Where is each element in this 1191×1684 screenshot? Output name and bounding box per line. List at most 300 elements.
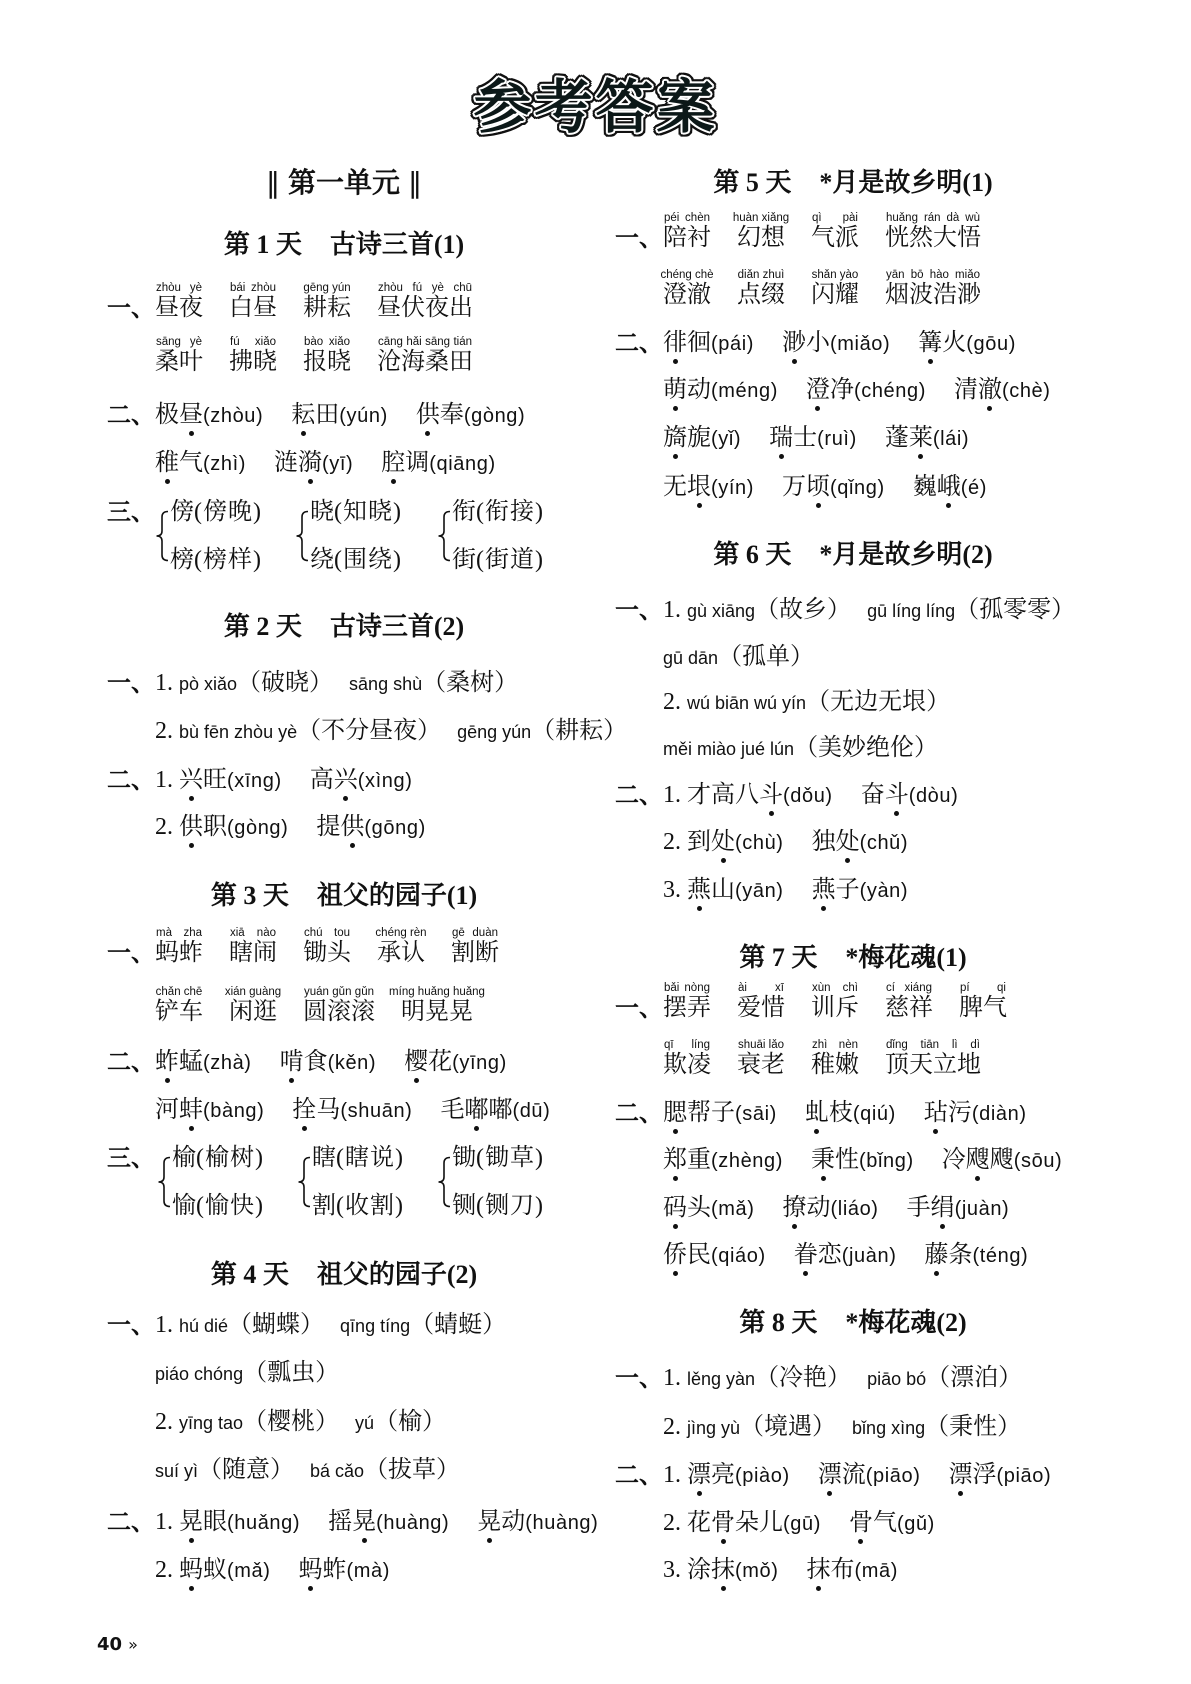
answer-item — [924, 1098, 1027, 1131]
word — [316, 814, 364, 840]
answer-item — [155, 448, 246, 481]
group-top — [170, 497, 262, 527]
pinyin: gū dān — [663, 648, 719, 668]
answer-item — [783, 1193, 879, 1226]
word: (傍晚) — [194, 499, 262, 525]
pinyin-annotation: gē duàn — [452, 927, 498, 939]
answer-item — [687, 687, 950, 720]
answer-item — [179, 716, 441, 749]
emphasized-char: 漂 — [687, 1462, 711, 1488]
word — [687, 877, 735, 903]
word-suffix: 性 — [835, 1147, 860, 1173]
pinyin-annotation: chú tou — [304, 927, 350, 939]
answer-item — [924, 1240, 1028, 1273]
pinyin-answer: (liáo) — [830, 1198, 879, 1220]
emphasized-char: 郑 — [663, 1147, 687, 1173]
word-prefix: 蓬 — [884, 425, 909, 451]
word — [663, 1242, 711, 1268]
word — [663, 330, 711, 356]
pinyin: suí yì — [155, 1461, 199, 1481]
emphasized-char: 瑞 — [769, 425, 794, 451]
pinyin: gù xiāng — [687, 601, 756, 621]
ruby-word — [155, 281, 203, 321]
question-label: 二、 — [107, 1508, 155, 1536]
group-bottom — [172, 1191, 264, 1221]
pinyin-answer: (xīng) — [227, 770, 282, 792]
char: 衔 — [452, 499, 476, 525]
hanzi-answer: （桑树） — [422, 670, 519, 696]
answer-item — [457, 716, 627, 749]
line-content — [155, 1407, 446, 1440]
word — [179, 814, 227, 840]
ruby-word — [811, 1038, 859, 1078]
word-suffix: 气 — [179, 450, 203, 476]
emphasized-char: 供 — [415, 402, 440, 428]
answer-item — [663, 1145, 783, 1178]
answer-items — [663, 1240, 1028, 1273]
emphasized-char: 斗 — [884, 782, 909, 808]
line-content — [663, 733, 938, 766]
pinyin-answer: (chéng) — [853, 380, 926, 402]
word — [291, 402, 339, 428]
lesson-title: *梅花魂(2) — [845, 1308, 967, 1337]
answer-item — [687, 595, 851, 628]
answer-item — [867, 1363, 1022, 1396]
pinyin-annotation: gēng yún — [303, 282, 351, 294]
pinyin-answer: (téng) — [972, 1245, 1029, 1267]
answer-items — [663, 1098, 1027, 1131]
word — [948, 1462, 996, 1488]
word-prefix: 高 — [309, 767, 334, 793]
answer-item — [782, 472, 885, 505]
hanzi-answer: （无边无垠） — [806, 689, 951, 715]
word-suffix: 重 — [687, 1147, 711, 1173]
item-number: 2. — [155, 1409, 173, 1435]
line-content — [155, 1555, 390, 1588]
answer-items — [687, 1555, 898, 1588]
char-group — [157, 1143, 297, 1223]
pinyin-annotation: cí xiáng — [886, 982, 932, 994]
answer-item — [179, 1507, 300, 1540]
line-content — [663, 1098, 1027, 1131]
lesson-title: *月是故乡明(1) — [819, 168, 993, 197]
item-number: 1. — [155, 1312, 173, 1338]
line-content — [155, 1455, 460, 1488]
char-group — [437, 1143, 577, 1223]
day-heading — [615, 165, 1091, 201]
emphasized-char: 供 — [340, 814, 365, 840]
emphasized-char: 啃 — [279, 1049, 304, 1075]
answer-item — [291, 400, 388, 433]
pinyin-answer: (qiáo) — [711, 1245, 766, 1267]
emphasized-char: 晃 — [352, 1509, 377, 1535]
hanzi-word: 承认 — [377, 940, 425, 966]
answer-item — [812, 875, 909, 908]
pinyin-answer: (piāo) — [996, 1465, 1052, 1487]
pinyin-answer: (dòu) — [908, 785, 959, 807]
word — [913, 474, 961, 500]
ruby-word — [155, 335, 203, 375]
question-label: 一、 — [107, 294, 155, 322]
char: 街 — [452, 547, 476, 573]
emphasized-char: 蚱 — [155, 1049, 179, 1075]
line-content — [155, 448, 496, 481]
answer-item — [179, 1310, 324, 1343]
lesson-title: 祖父的园子(1) — [316, 881, 478, 910]
answer-items — [663, 733, 938, 766]
item-number: 2. — [663, 829, 681, 855]
emphasized-char: 处 — [711, 829, 735, 855]
answer-items — [663, 328, 1016, 361]
pinyin-answer: (gǔ) — [896, 1513, 935, 1535]
emphasized-char: 蚂 — [298, 1557, 323, 1583]
ruby-word — [959, 981, 1007, 1021]
word-suffix: 动 — [806, 1195, 831, 1221]
answer-item — [687, 875, 784, 908]
answer-item — [404, 1047, 507, 1080]
line-content — [155, 668, 518, 701]
hanzi-word: 爱惜 — [737, 995, 785, 1021]
char: 傍 — [170, 499, 194, 525]
pinyin-annotation: bái zhòu — [230, 282, 276, 294]
word: (街道) — [476, 547, 544, 573]
word-suffix: 徊 — [687, 330, 711, 356]
pinyin-annotation: péi chèn — [664, 212, 710, 224]
brace-icon — [297, 1156, 311, 1208]
question-label: 一、 — [107, 939, 155, 967]
answer-items — [155, 1047, 507, 1080]
emphasized-char: 萌 — [663, 377, 687, 403]
question-label: 二、 — [615, 1461, 663, 1489]
ruby-word — [663, 981, 711, 1021]
group-top — [312, 1143, 404, 1173]
word-suffix: 动 — [501, 1509, 526, 1535]
answer-item — [663, 1193, 755, 1226]
hanzi-word: 拂晓 — [229, 349, 277, 375]
hanzi-word: 闪耀 — [811, 282, 859, 308]
pinyin-answer: (mǒ) — [735, 1560, 779, 1582]
char-group — [295, 497, 435, 577]
word-suffix: 动 — [687, 377, 711, 403]
ruby-words — [155, 926, 499, 966]
word — [179, 1509, 227, 1535]
emphasized-char: 晃 — [179, 1509, 203, 1535]
word-prefix: 提 — [316, 814, 341, 840]
pinyin-answer: (juàn) — [954, 1198, 1010, 1220]
emphasized-char: 莱 — [908, 425, 933, 451]
hanzi-word: 幻想 — [737, 225, 785, 251]
word — [416, 402, 464, 428]
day-heading — [615, 1305, 1091, 1341]
hanzi-word: 桑叶 — [155, 349, 203, 375]
lesson-title: *梅花魂(1) — [845, 943, 967, 972]
ruby-words — [155, 335, 473, 375]
word — [812, 877, 860, 903]
hanzi-word: 闲逛 — [229, 999, 277, 1025]
word-prefix: 花 — [687, 1510, 711, 1536]
day-heading — [107, 227, 581, 263]
pinyin-annotation: bǎi nòng — [664, 982, 710, 994]
answer-item — [885, 423, 969, 456]
hanzi-word: 瞎闹 — [229, 940, 277, 966]
pinyin-answer: (yàn) — [859, 880, 909, 902]
word — [292, 1097, 340, 1123]
ruby-word — [885, 981, 933, 1021]
word — [861, 782, 909, 808]
answer-items — [179, 716, 627, 749]
line-content — [155, 765, 412, 798]
answer-items — [687, 1412, 1021, 1445]
answer-item — [812, 827, 909, 860]
item-number: 2. — [155, 718, 173, 744]
char: 愉 — [172, 1193, 196, 1219]
hanzi-answer: （境遇） — [740, 1414, 837, 1440]
ruby-word — [377, 926, 425, 966]
ruby-words — [663, 211, 981, 251]
pinyin-answer: (huǎng) — [227, 1512, 301, 1534]
pinyin-annotation: ài xī — [738, 982, 784, 994]
word-suffix: 旺 — [203, 767, 227, 793]
char: 割 — [312, 1193, 336, 1219]
answer-items — [687, 687, 950, 720]
word-prefix: 毛 — [440, 1097, 465, 1123]
hanzi-answer: （不分昼夜） — [297, 718, 442, 744]
pinyin-answer: (huàng) — [525, 1512, 599, 1534]
word-prefix: 河 — [155, 1097, 179, 1123]
ruby-words — [660, 268, 981, 308]
emphasized-char: 渺 — [782, 330, 807, 356]
word-suffix: 头 — [687, 1195, 711, 1221]
line-content — [663, 875, 908, 908]
emphasized-char: 蚌 — [179, 1097, 203, 1123]
word: (衔接) — [476, 499, 544, 525]
pinyin-answer: (gòng) — [463, 405, 526, 427]
ruby-word — [885, 211, 981, 251]
word: (知晓) — [334, 499, 402, 525]
page-number — [97, 1634, 138, 1656]
emphasized-char: 晃 — [477, 1509, 502, 1535]
line-content — [663, 595, 1075, 628]
word-prefix: 清 — [953, 377, 978, 403]
answer-item — [948, 1460, 1051, 1493]
hanzi-word: 训斥 — [811, 995, 859, 1021]
pinyin-answer: (piào) — [735, 1465, 790, 1487]
word: (榜样) — [194, 547, 262, 573]
char: 锄 — [452, 1145, 476, 1171]
ruby-word — [811, 268, 859, 308]
unit-heading — [107, 165, 581, 201]
answer-item — [663, 1240, 766, 1273]
hanzi-word: 恍然大悟 — [885, 225, 981, 251]
answer-item — [663, 423, 741, 456]
word-suffix: 浮 — [972, 1462, 997, 1488]
word-suffix: 条 — [948, 1242, 973, 1268]
pinyin-answer: (huàng) — [376, 1512, 450, 1534]
hanzi-answer: （美妙绝伦） — [794, 735, 939, 761]
pinyin-answer: (gōu) — [966, 333, 1016, 355]
word — [440, 1097, 512, 1123]
word — [280, 1049, 328, 1075]
answer-item — [907, 1193, 1010, 1226]
hanzi-word: 气派 — [811, 225, 859, 251]
line-content — [663, 1508, 935, 1541]
question-label: 二、 — [615, 781, 663, 809]
line-content — [155, 1310, 506, 1343]
answer-item — [867, 595, 1075, 628]
word — [663, 474, 711, 500]
emphasized-char: 稚 — [155, 450, 179, 476]
word-suffix: 帮子 — [687, 1100, 735, 1126]
ruby-word — [732, 211, 790, 251]
item-number: 1. — [663, 782, 681, 808]
answer-item — [805, 1098, 896, 1131]
day-heading — [107, 878, 581, 914]
word — [907, 1195, 955, 1221]
ruby-word — [885, 1038, 981, 1078]
pinyin-answer: (yīng) — [452, 1052, 507, 1074]
answer-item — [155, 400, 263, 433]
item-number: 1. — [663, 1462, 681, 1488]
emphasized-char: 燕 — [811, 877, 836, 903]
question-label: 一、 — [615, 1364, 663, 1392]
hanzi-word: 昼伏夜出 — [377, 295, 473, 321]
ruby-word — [663, 211, 711, 251]
pinyin: hú dié — [179, 1316, 229, 1336]
pinyin-answer: (shuān) — [340, 1100, 413, 1122]
pinyin-annotation: qī líng — [664, 1039, 710, 1051]
hanzi-word: 锄头 — [303, 940, 351, 966]
ruby-word — [451, 926, 499, 966]
line-content — [155, 1095, 550, 1128]
hanzi-answer: （秉性） — [925, 1414, 1022, 1440]
answer-items — [179, 765, 412, 798]
answer-item — [381, 448, 495, 481]
line-content — [663, 1193, 1009, 1226]
word-suffix: 食 — [303, 1049, 328, 1075]
pinyin: gēng yún — [457, 722, 532, 742]
pinyin-annotation: diǎn zhuì — [737, 269, 785, 281]
answer-item — [179, 765, 282, 798]
emphasized-char: 燕 — [687, 877, 711, 903]
ruby-word — [737, 268, 785, 308]
ruby-word — [660, 268, 714, 308]
pinyin-annotation: zhòu yè — [156, 282, 202, 294]
answer-item — [416, 400, 525, 433]
pinyin-answer: (mǎ) — [711, 1198, 755, 1220]
char-groups-row — [107, 1143, 581, 1223]
double-bar-icon: ‖ — [265, 166, 280, 199]
pinyin-answer: (qǐng) — [830, 477, 885, 499]
word-suffix: 蜢 — [179, 1049, 203, 1075]
pinyin: qīng tíng — [340, 1316, 411, 1336]
pinyin-answer: (lái) — [932, 428, 970, 450]
word-prefix: 涟 — [274, 450, 298, 476]
group-bottom — [310, 545, 402, 575]
word-suffix: 马 — [316, 1097, 341, 1123]
answer-item — [687, 780, 833, 813]
hanzi-word: 欺凌 — [663, 1052, 711, 1078]
word-suffix: 亮 — [711, 1462, 735, 1488]
question-label: 二、 — [107, 766, 155, 794]
hanzi-word: 蚂蚱 — [155, 940, 203, 966]
ruby-word — [155, 926, 203, 966]
word-suffix: 职 — [203, 814, 227, 840]
ruby-word — [229, 335, 277, 375]
char: 榜 — [170, 547, 194, 573]
line-content — [155, 812, 426, 845]
pinyin-answer: (mà) — [346, 1560, 391, 1582]
pinyin-annotation: mà zha — [156, 927, 202, 939]
word: (榆树) — [196, 1145, 264, 1171]
hanzi-word: 白昼 — [229, 295, 277, 321]
word — [155, 450, 203, 476]
line-content — [663, 423, 969, 456]
answer-item — [782, 328, 890, 361]
word — [299, 1557, 347, 1583]
question-label: 三、 — [107, 1144, 155, 1172]
ruby-word — [303, 926, 351, 966]
pinyin-annotation: shuāi lǎo — [737, 1039, 785, 1051]
word: (瞎说) — [336, 1145, 404, 1171]
ruby-word — [303, 281, 351, 321]
hanzi-word: 脾气 — [959, 995, 1007, 1021]
answer-item — [663, 733, 938, 766]
ruby-words — [155, 281, 473, 321]
pinyin-annotation: sāng yè — [156, 336, 202, 348]
emphasized-char: 拴 — [292, 1097, 317, 1123]
hanzi-word: 明晃晃 — [401, 999, 473, 1025]
word — [663, 1147, 711, 1173]
answer-items — [687, 1363, 1022, 1396]
word-prefix: 无 — [663, 474, 687, 500]
answer-item — [663, 328, 754, 361]
answer-items — [155, 1095, 550, 1128]
word-suffix: 气 — [872, 1510, 897, 1536]
group-top — [452, 1143, 544, 1173]
hanzi-answer: （破晓） — [237, 670, 334, 696]
word — [687, 1557, 735, 1583]
answer-items — [155, 448, 496, 481]
emphasized-char: 澈 — [977, 377, 1002, 403]
pinyin-annotation: chǎn chē — [155, 986, 203, 998]
line-content — [663, 687, 950, 720]
ruby-word — [663, 1038, 711, 1078]
lesson-title: 古诗三首(1) — [329, 230, 465, 259]
word — [687, 1462, 735, 1488]
item-number: 2. — [663, 1510, 681, 1536]
pinyin-answer: (gōng) — [364, 817, 426, 839]
answer-items — [687, 875, 908, 908]
line-content — [663, 328, 1016, 361]
ruby-word — [885, 268, 981, 308]
word — [811, 1147, 859, 1173]
day-number: 第 4 天 — [210, 1260, 289, 1289]
item-number: 1. — [663, 1365, 681, 1391]
question-label: 一、 — [615, 596, 663, 624]
pinyin-annotation: yān bō hào miǎo — [886, 269, 980, 281]
word-suffix: 眼 — [203, 1509, 227, 1535]
ruby-word — [224, 985, 282, 1025]
answer-item — [852, 1412, 1021, 1445]
answer-item — [687, 827, 784, 860]
pinyin-annotation: pí qi — [960, 982, 1006, 994]
emphasized-char: 码 — [663, 1195, 687, 1221]
pinyin-annotation: yuán gǔn gǔn — [304, 986, 374, 998]
ruby-words — [663, 981, 1007, 1021]
line-content — [155, 1047, 507, 1080]
emphasized-char: 供 — [179, 814, 203, 840]
word-prefix: 奋 — [860, 782, 885, 808]
